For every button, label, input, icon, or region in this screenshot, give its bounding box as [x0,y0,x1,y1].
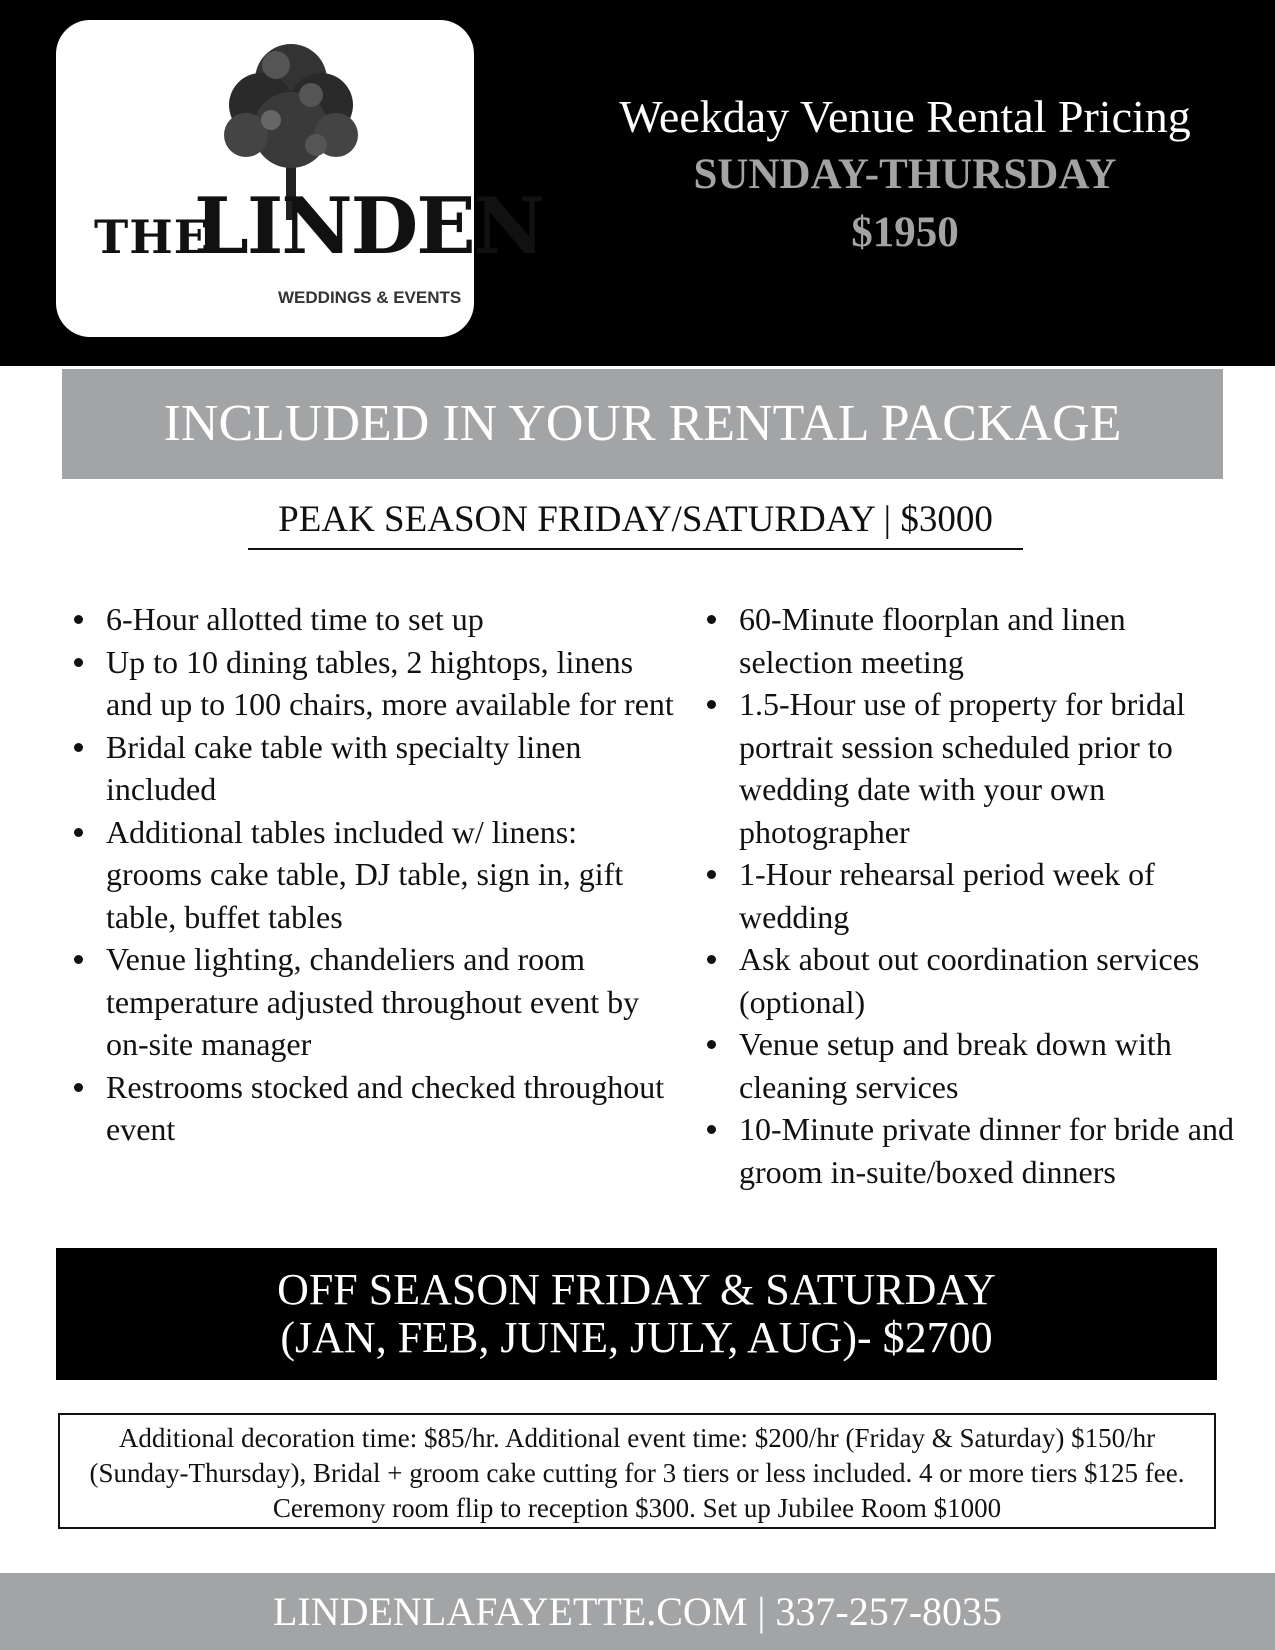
logo-subtitle: WEDDINGS & EVENTS [278,288,462,307]
peak-season-heading: PEAK SEASON FRIDAY/SATURDAY | $3000 [248,498,1023,550]
additional-fees-note: Additional decoration time: $85/hr. Additional event time: $200/hr (Friday & Saturday) $150/hr (Sunday-Thursday), Bridal + groom cake cutting for 3 tiers or less included. 4 or more tiers $125 fee. Ceremony room flip to reception $300. Set up Jubilee Room $1000 [58,1413,1216,1529]
header-band [0,0,1275,366]
list-item: Ask about out coordination services (optional) [707,938,1247,1023]
logo [56,20,544,337]
off-season-band [56,1248,1217,1380]
pricing-price: $1950 [851,209,959,256]
included-list-right [707,598,1247,1193]
package-banner [62,369,1223,479]
list-item: 1-Hour rehearsal period week of wedding [707,853,1247,938]
included-list-left [74,598,674,1151]
package-heading: INCLUDED IN YOUR RENTAL PACKAGE [163,395,1122,452]
list-item: Additional tables included w/ linens: grooms cake table, DJ table, sign in, gift table, buffet tables [74,811,674,939]
list-item: 10-Minute private dinner for bride and groom in-suite/boxed dinners [707,1108,1247,1193]
off-season-line1: OFF SEASON FRIDAY & SATURDAY [277,1265,996,1314]
list-item: Venue setup and break down with cleaning services [707,1023,1247,1108]
list-item: Restrooms stocked and checked throughout event [74,1066,674,1151]
pricing-title: Weekday Venue Rental Pricing [619,91,1191,142]
list-item: Venue lighting, chandeliers and room temperature adjusted throughout event by on-site manager [74,938,674,1066]
list-item: 60-Minute floorplan and linen selection meeting [707,598,1247,683]
footer-contact[interactable]: LINDENLAFAYETTE.COM | 337-257-8035 [0,1573,1275,1650]
list-item: 6-Hour allotted time to set up [74,598,674,641]
logo-the: THE [94,210,210,264]
list-item: Bridal cake table with specialty linen included [74,726,674,811]
off-season-line2: (JAN, FEB, JUNE, JULY, AUG)- $2700 [280,1313,993,1362]
weekday-pricing [560,88,1250,262]
list-item: 1.5-Hour use of property for bridal portrait session scheduled prior to wedding date with your own photographer [707,683,1247,853]
list-item: Up to 10 dining tables, 2 hightops, linens and up to 100 chairs, more available for rent [74,641,674,726]
logo-name: LINDEN [194,181,544,272]
pricing-days: SUNDAY-THURSDAY [693,151,1117,198]
